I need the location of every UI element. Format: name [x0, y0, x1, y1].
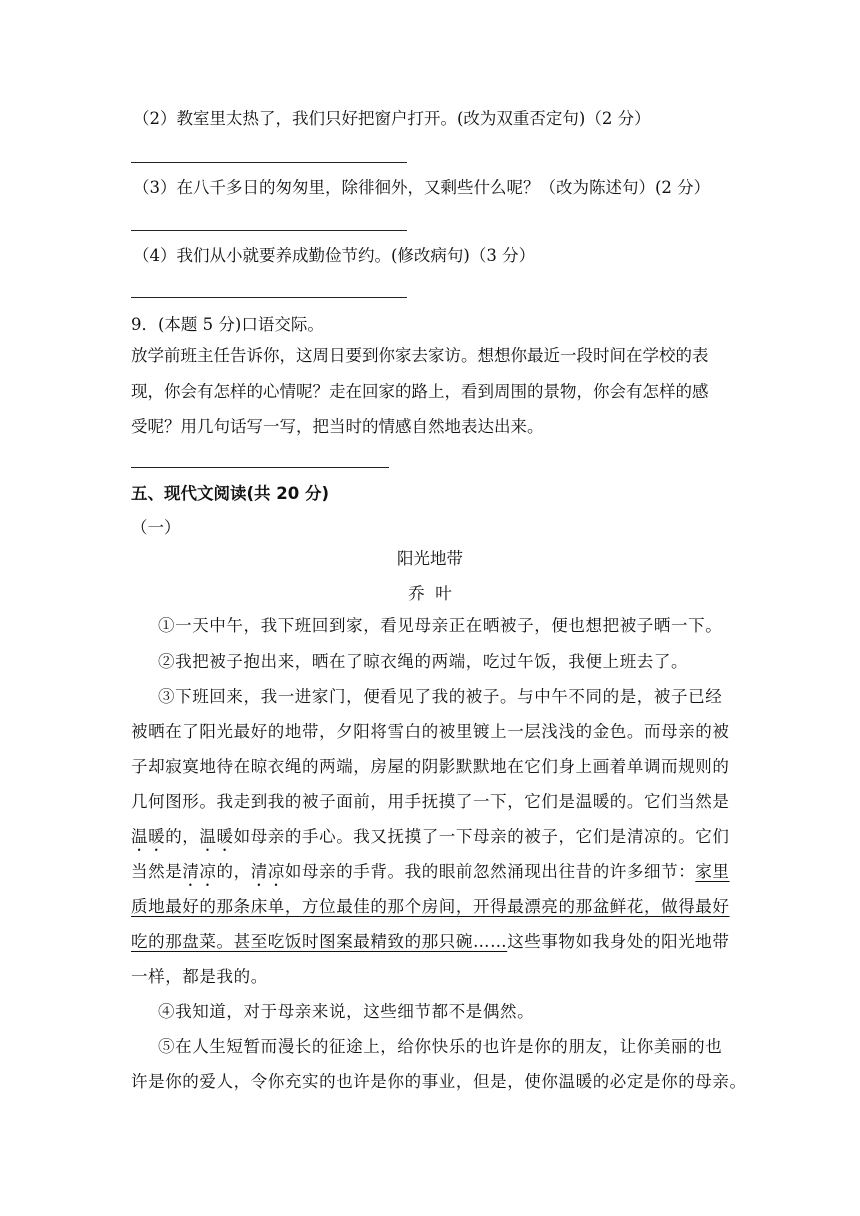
- underlined-text: 吃的那盘菜。甚至吃饭时图案最精致的那只碗……: [131, 932, 508, 951]
- paragraph-3-line: 被晒在了阳光最好的地带，夕阳将雪白的被里镀上一层浅浅的金色。而母亲的被: [131, 722, 730, 741]
- section-sub: （一）: [131, 518, 181, 537]
- q9-heading: 9．(本题 5 分)口语交际。: [131, 315, 324, 334]
- paragraph-4: ④我知道，对于母亲来说，这些细节都不是偶然。: [158, 1002, 535, 1021]
- paragraph-3-line: 子却寂寞地待在晾衣绳的两端，房屋的阴影默默地在它们身上画着单调而规则的: [131, 757, 730, 776]
- paragraph-5-line: 许是你的爱人，令你充实的也许是你的事业，但是，使你温暖的必定是你的母亲。: [131, 1072, 747, 1091]
- paragraph-3-line: 几何图形。我走到我的被子面前，用手抚摸了一下，它们是温暖的。它们当然是: [131, 792, 730, 811]
- text-run: 如母亲的手背。我的眼前忽然涌现出往昔的许多细节：: [284, 862, 696, 881]
- article-title: 阳光地带: [397, 549, 463, 568]
- emphasis-word: 清凉: [250, 862, 285, 881]
- article-author: 乔 叶: [408, 584, 452, 603]
- text-run: 这些事物如我身处的阳光地带: [507, 932, 730, 951]
- q8-item-3: （3）在八千多日的匆匆里，除徘徊外，又剩些什么呢？（改为陈述句）(2 分）: [133, 178, 711, 197]
- q8-item-2: （2）教室里太热了，我们只好把窗户打开。(改为双重否定句)（2 分）: [133, 109, 651, 128]
- q9-body-line: 放学前班主任告诉你，这周日要到你家去家访。想想你最近一段时间在学校的表: [131, 346, 709, 365]
- answer-line[interactable]: [131, 467, 389, 468]
- paragraph-3-line: [131, 861, 730, 890]
- paragraph-1: ①一天中午，我下班回到家，看见母亲正在晒被子，便也想把被子晒一下。: [158, 616, 723, 635]
- paragraph-3-line: [131, 931, 730, 953]
- emphasis-word: 温暖: [199, 827, 234, 846]
- q9-body-line: 现，你会有怎样的心情呢？走在回家的路上，看到周围的景物，你会有怎样的感: [131, 382, 709, 401]
- answer-line[interactable]: [131, 297, 407, 298]
- emphasis-word: 温暖: [131, 827, 166, 846]
- paragraph-3-line: 一样，都是我的。: [131, 967, 268, 986]
- text-run: 当然是: [131, 862, 183, 881]
- q9-body-line: 受呢？用几句话写一写，把当时的情感自然地表达出来。: [131, 417, 544, 436]
- paragraph-5-line: ⑤在人生短暂而漫长的征途上，给你快乐的也许是你的朋友，让你美丽的也: [158, 1037, 723, 1056]
- section-title: 五、现代文阅读(共 20 分): [131, 484, 330, 503]
- underlined-text: 家里: [695, 862, 730, 881]
- paragraph-2: ②我把被子抱出来，晒在了晾衣绳的两端，吃过午饭，我便上班去了。: [158, 652, 689, 671]
- answer-line[interactable]: [131, 162, 407, 163]
- emphasis-word: 清凉: [182, 862, 217, 881]
- q8-item-4: （4）我们从小就要养成勤俭节约。(修改病句)（3 分）: [133, 246, 536, 265]
- answer-line[interactable]: [131, 230, 407, 231]
- paragraph-3-line: [131, 826, 730, 855]
- paragraph-3-line: ③下班回来，我一进家门，便看见了我的被子。与中午不同的是，被子已经: [158, 687, 723, 706]
- text-run: 的，: [216, 862, 251, 881]
- text-run: 的，: [165, 827, 200, 846]
- text-run: 如母亲的手心。我又抚摸了一下母亲的被子，它们是清凉的。它们: [233, 827, 730, 846]
- underlined-line: 质地最好的那条床单，方位最佳的那个房间，开得最漂亮的那盆鲜花，做得最好: [131, 897, 730, 916]
